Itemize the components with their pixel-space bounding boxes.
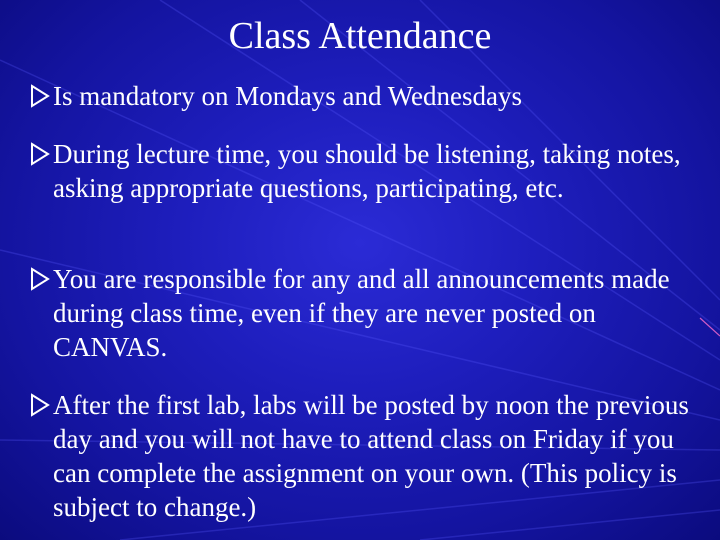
arrowhead-bullet-icon (29, 262, 51, 296)
slide-title: Class Attendance (228, 15, 492, 57)
bullet-item (29, 388, 714, 524)
bullet-text: After the first lab, labs will be posted by noon the previous day and you will not have to attend class on Friday if you can complete the assignment on your own. (This policy is subject to change.) (53, 390, 689, 522)
arrowhead-bullet-icon (29, 388, 51, 422)
arrowhead-bullet-icon (29, 137, 51, 171)
bullet-item (29, 262, 714, 364)
bullet-item (29, 79, 714, 113)
arrowhead-bullet-icon (29, 79, 51, 113)
bullet-text: Is mandatory on Mondays and Wednesdays (53, 81, 522, 111)
bullet-item (29, 137, 714, 205)
bullet-text: During lecture time, you should be listening, taking notes, asking appropriate questions, participating, etc. (53, 139, 681, 203)
bullet-text: You are responsible for any and all announcements made during class time, even if they are never posted on CANVAS. (53, 264, 670, 362)
